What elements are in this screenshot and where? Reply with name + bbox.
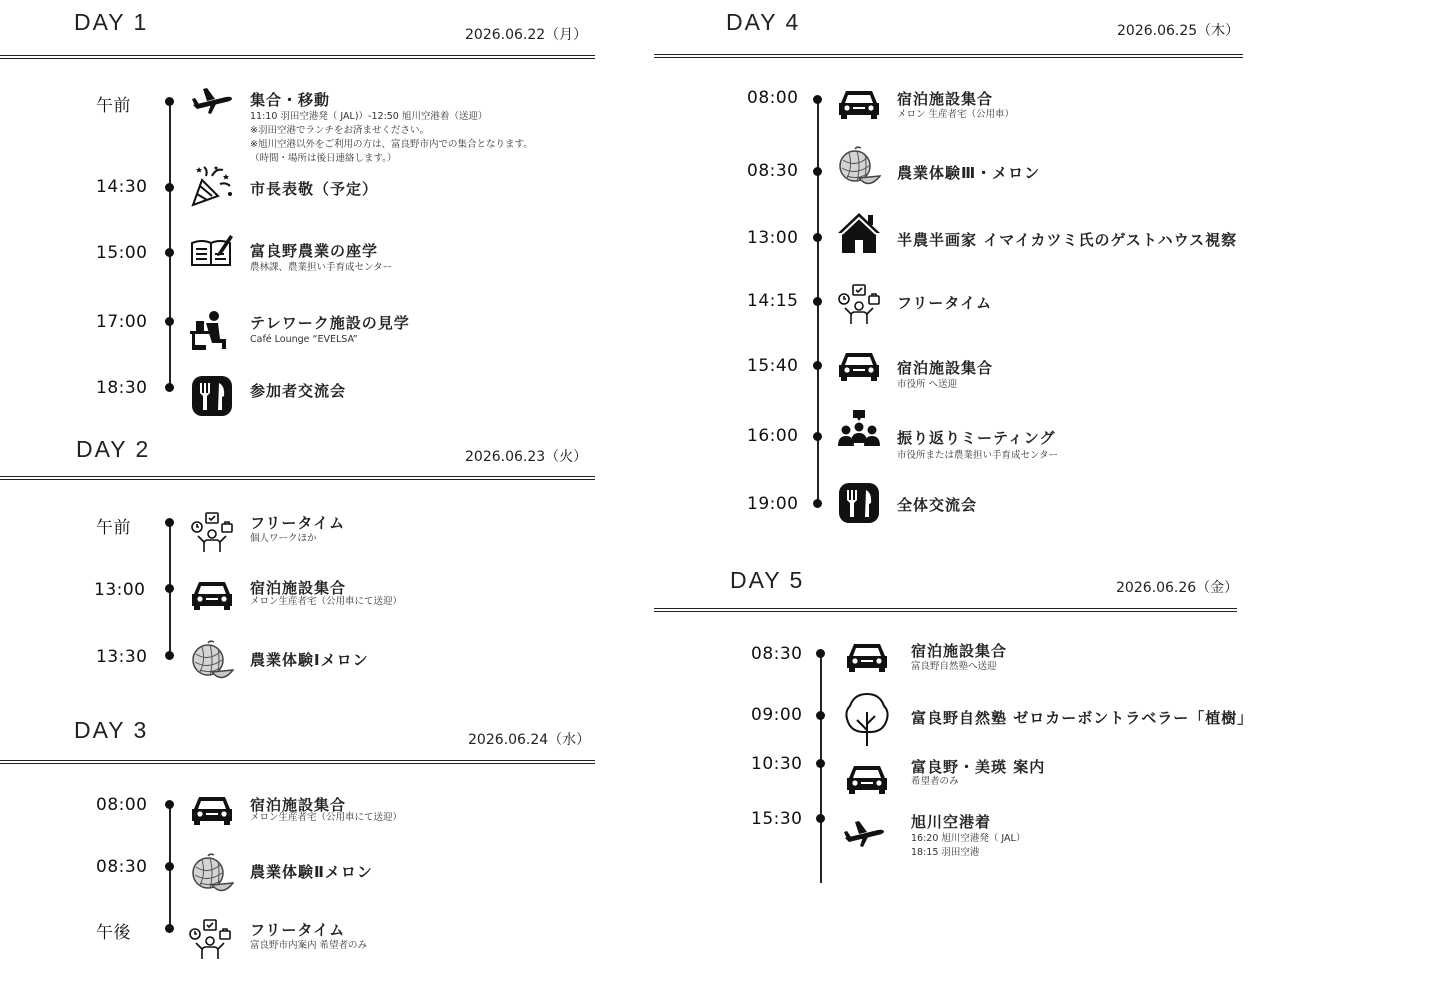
divider bbox=[654, 54, 1243, 58]
timeline-dot bbox=[813, 432, 822, 441]
event-time: 10:30 bbox=[751, 754, 803, 774]
event-detail: 農林課、農業担い手育成センター bbox=[250, 262, 393, 273]
event-time: 08:30 bbox=[96, 857, 148, 877]
free-time-icon bbox=[188, 917, 232, 961]
house-icon bbox=[837, 211, 881, 255]
event-time: 08:00 bbox=[747, 88, 799, 108]
event-detail: 希望者のみ bbox=[911, 776, 959, 787]
event-title: 宿泊施設集合 bbox=[250, 579, 347, 597]
event-title: フリータイム bbox=[250, 514, 346, 532]
event-title: 農業体験Ⅲ・メロン bbox=[897, 164, 1041, 182]
telework-desk-icon bbox=[190, 309, 234, 353]
car-icon bbox=[837, 81, 881, 125]
event-time: 午後 bbox=[96, 923, 131, 943]
timeline-dot bbox=[816, 711, 825, 720]
timeline-dot bbox=[813, 167, 822, 176]
timeline-dot bbox=[816, 649, 825, 658]
event-detail: （時間・場所は後日連絡します。） bbox=[250, 153, 397, 164]
event-title: フリータイム bbox=[250, 921, 346, 939]
timeline-dot bbox=[813, 499, 822, 508]
timeline-dot bbox=[165, 317, 174, 326]
day-date: 2026.06.24（水） bbox=[468, 732, 591, 748]
open-book-icon bbox=[190, 231, 234, 275]
event-title: 宿泊施設集合 bbox=[897, 90, 994, 108]
event-title: 富良野・美瑛 案内 bbox=[911, 758, 1046, 776]
day-title: DAY 3 bbox=[74, 717, 149, 743]
timeline-dot bbox=[165, 651, 174, 660]
timeline-line bbox=[169, 101, 171, 388]
event-detail: メロン生産者宅（公用車にて送迎） bbox=[250, 596, 403, 607]
event-title: フリータイム bbox=[897, 294, 993, 312]
event-title: 富良野農業の座学 bbox=[250, 242, 379, 260]
timeline-dot bbox=[165, 97, 174, 106]
melon-icon bbox=[190, 853, 234, 897]
event-time: 08:30 bbox=[747, 161, 799, 181]
event-detail: 個人ワークほか bbox=[250, 533, 317, 544]
divider bbox=[654, 608, 1237, 612]
event-detail: メロン 生産者宅（公用車） bbox=[897, 109, 1015, 120]
event-time: 13:30 bbox=[96, 647, 148, 667]
event-title: 全体交流会 bbox=[897, 496, 978, 514]
event-title: 宿泊施設集合 bbox=[897, 359, 994, 377]
event-time: 17:00 bbox=[96, 312, 148, 332]
divider bbox=[0, 760, 595, 764]
divider bbox=[0, 476, 595, 480]
day-1-section bbox=[0, 0, 600, 430]
event-detail: 市役所 へ送迎 bbox=[897, 379, 958, 390]
day-4-section bbox=[650, 0, 1310, 560]
meeting-icon bbox=[837, 408, 881, 452]
party-popper-icon bbox=[190, 164, 234, 208]
event-time: 午前 bbox=[96, 96, 131, 116]
event-time: 13:00 bbox=[94, 580, 146, 600]
event-time: 15:00 bbox=[96, 243, 148, 263]
melon-icon bbox=[190, 640, 234, 684]
event-title: 旭川空港着 bbox=[911, 813, 992, 831]
free-time-icon bbox=[190, 510, 234, 554]
day-date: 2026.06.26（金） bbox=[1116, 580, 1239, 596]
car-icon bbox=[837, 343, 881, 387]
event-time: 18:30 bbox=[96, 378, 148, 398]
day-date: 2026.06.23（火） bbox=[465, 449, 588, 465]
day-title: DAY 5 bbox=[730, 567, 805, 593]
event-time: 09:00 bbox=[751, 705, 803, 725]
timeline-line bbox=[820, 653, 822, 883]
restaurant-icon bbox=[837, 481, 881, 525]
timeline-dot bbox=[813, 361, 822, 370]
event-title: 半農半画家 イマイカツミ氏のゲストハウス視察 bbox=[897, 231, 1238, 249]
timeline-dot bbox=[816, 759, 825, 768]
timeline-dot bbox=[813, 233, 822, 242]
timeline-dot bbox=[165, 383, 174, 392]
event-time: 08:00 bbox=[96, 795, 148, 815]
event-time: 15:40 bbox=[747, 356, 799, 376]
day-date: 2026.06.22（月） bbox=[465, 27, 588, 43]
event-detail: 18:15 羽田空港 bbox=[911, 847, 980, 858]
event-detail: ※旭川空港以外をご利用の方は、富良野市内での集合となります。 bbox=[250, 139, 533, 150]
divider bbox=[0, 55, 595, 59]
event-title: 市長表敬（予定） bbox=[250, 180, 379, 198]
car-icon bbox=[845, 634, 889, 678]
event-detail: Café Lounge “EVELSA” bbox=[250, 334, 358, 345]
melon-icon bbox=[837, 146, 881, 190]
event-time: 14:15 bbox=[747, 291, 799, 311]
airplane-icon bbox=[842, 813, 886, 857]
day-3-section bbox=[0, 710, 600, 995]
timeline-dot bbox=[165, 800, 174, 809]
timeline-dot bbox=[165, 862, 174, 871]
event-title: 宿泊施設集合 bbox=[911, 642, 1008, 660]
free-time-icon bbox=[837, 282, 881, 326]
car-icon bbox=[190, 572, 234, 616]
timeline-dot bbox=[165, 183, 174, 192]
tree-icon bbox=[842, 692, 892, 748]
event-time: 午前 bbox=[96, 518, 131, 538]
event-time: 15:30 bbox=[751, 809, 803, 829]
event-title: 富良野自然塾 ゼロカーボントラベラー「植樹」 bbox=[911, 709, 1254, 727]
day-2-section bbox=[0, 430, 600, 710]
timeline-dot bbox=[165, 924, 174, 933]
event-title: 宿泊施設集合 bbox=[250, 796, 347, 814]
event-time: 13:00 bbox=[747, 228, 799, 248]
timeline-dot bbox=[813, 297, 822, 306]
event-title: テレワーク施設の見学 bbox=[250, 314, 410, 332]
timeline-dot bbox=[165, 248, 174, 257]
event-detail: メロン生産者宅（公用車にて送迎） bbox=[250, 812, 403, 823]
event-time: 19:00 bbox=[747, 494, 799, 514]
day-5-section bbox=[650, 560, 1310, 880]
event-detail: 富良野自然塾へ送迎 bbox=[911, 661, 997, 672]
event-time: 08:30 bbox=[751, 644, 803, 664]
timeline-dot bbox=[165, 518, 174, 527]
event-detail: 16:20 旭川空港発（ JAL） bbox=[911, 833, 1026, 844]
event-title: 振り返りミーティング bbox=[897, 429, 1056, 447]
timeline-dot bbox=[816, 814, 825, 823]
event-detail: 富良野市内案内 希望者のみ bbox=[250, 940, 368, 951]
timeline-dot bbox=[813, 95, 822, 104]
event-detail: 市役所または農業担い手育成センター bbox=[897, 450, 1059, 461]
event-title: 農業体験Ⅱメロン bbox=[250, 863, 373, 881]
timeline-dot bbox=[165, 584, 174, 593]
event-title: 集合・移動 bbox=[250, 91, 331, 109]
event-time: 14:30 bbox=[96, 177, 148, 197]
car-icon bbox=[845, 756, 889, 800]
event-title: 農業体験Ⅰメロン bbox=[250, 651, 369, 669]
event-time: 16:00 bbox=[747, 426, 799, 446]
car-icon bbox=[190, 787, 234, 831]
event-title: 参加者交流会 bbox=[250, 382, 347, 400]
day-date: 2026.06.25（木） bbox=[1117, 23, 1240, 39]
airplane-icon bbox=[190, 80, 234, 124]
event-detail: 11:10 羽田空港発（ JAL)）-12:50 旭川空港着（送迎） bbox=[250, 111, 488, 122]
event-detail: ※羽田空港でランチをお済ませください。 bbox=[250, 125, 429, 136]
day-title: DAY 1 bbox=[74, 9, 149, 35]
day-title: DAY 2 bbox=[76, 436, 151, 462]
day-title: DAY 4 bbox=[726, 9, 801, 35]
restaurant-icon bbox=[190, 374, 234, 418]
